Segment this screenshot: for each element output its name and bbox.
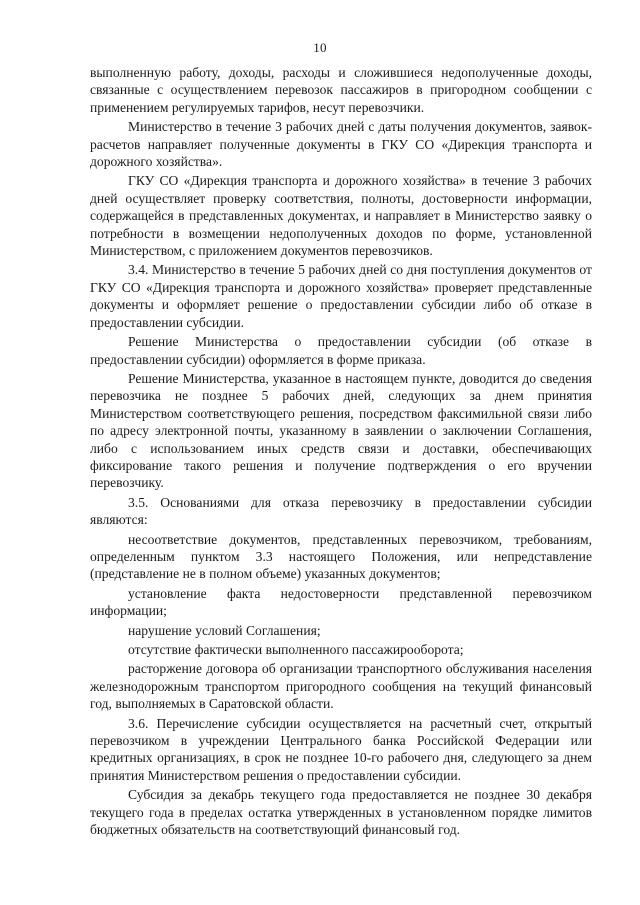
paragraph-3-5: 3.5. Основаниями для отказа перевозчику в предоставлении субсидии являются: [90, 494, 592, 528]
paragraph-3-6: 3.6. Перечисление субсидии осуществляется на расчетный счет, открытый перевозчиком в учреждении Центрального банка Российской Федерации или кредитных организациях, в срок не позднее 10-го рабочего дня, следующего за днем принятия Министерством решения о предоставлении субсидии. [90, 715, 592, 783]
paragraph-3-4: 3.4. Министерство в течение 5 рабочих дней со дня поступления документов от ГКУ СО «Дирекция транспорта и дорожного хозяйства» проверяет представленные документы и оформляет решение о предоставлении субсидии либо об отказе в предоставлении субсидии. [90, 262, 592, 330]
paragraph-gku-verification: ГКУ СО «Дирекция транспорта и дорожного хозяйства» в течение 3 рабочих дней осуществляет проверку соответствия, полноты, достоверности информации, содержащейся в представленных документах, и направляет в Министерство заявку о потребности в возмещении недополученных доходов по форме, установленной Министерством, с приложением документов перевозчиков. [90, 173, 592, 259]
paragraph-decision-order: Решение Министерства о предоставлении субсидии (об отказе в предоставлении субсидии) оформляется в форме приказа. [90, 334, 592, 367]
paragraph-decision-notification: Решение Министерства, указанное в настоящем пункте, доводится до сведения перевозчика не позднее 5 рабочих дней, следующих за днем принятия Министерством соответствующего решения, посредством факсимильной связи либо по адресу электронной почты, указанному в заявлении о заключении Соглашения, либо с использованием иных средств связи и доставки, обеспечивающих фиксирование такого решения и получение подтверждения о его вручении перевозчику. [90, 370, 592, 491]
paragraph-ministry-forwarding: Министерство в течение 3 рабочих дней с даты получения документов, заявок-расчетов направляет полученные документы в ГКУ СО «Дирекция транспорта и дорожного хозяйства». [90, 119, 592, 170]
list-item-agreement-violation: нарушение условий Соглашения; [128, 622, 321, 638]
list-item-unreliable-info: установление факта недостоверности представленной перевозчиком информации; [90, 585, 592, 619]
paragraph-continuation: выполненную работу, доходы, расходы и сложившиеся недополученные доходы, связанные с осуществлением перевозок пассажиров в пригородном сообщении с применением регулируемых тарифов, несут перевозчики. [90, 65, 592, 115]
list-item-contract-termination: расторжение договора об организации транспортного обслуживания населения железнодорожным транспортом пригородного сообщения на текущий финансовый год, выполняемых в Саратовской области. [90, 661, 592, 712]
page-number: 10 [313, 40, 327, 55]
list-item-nonconformity: несоответствие документов, представленных перевозчиком, требованиям, определенным пунктом 3.3 настоящего Положения, или непредставление (представление не в полном объеме) указанных документов; [90, 531, 592, 582]
document-body [90, 64, 592, 840]
paragraph-december-subsidy: Субсидия за декабрь текущего года предоставляется не позднее 30 декабря текущего года в пределах остатка утвержденных в установленном порядке лимитов бюджетных обязательств на соответствующий финансовый год. [90, 787, 592, 838]
list-item-no-turnover: отсутствие фактически выполненного пассажирооборота; [128, 642, 464, 657]
